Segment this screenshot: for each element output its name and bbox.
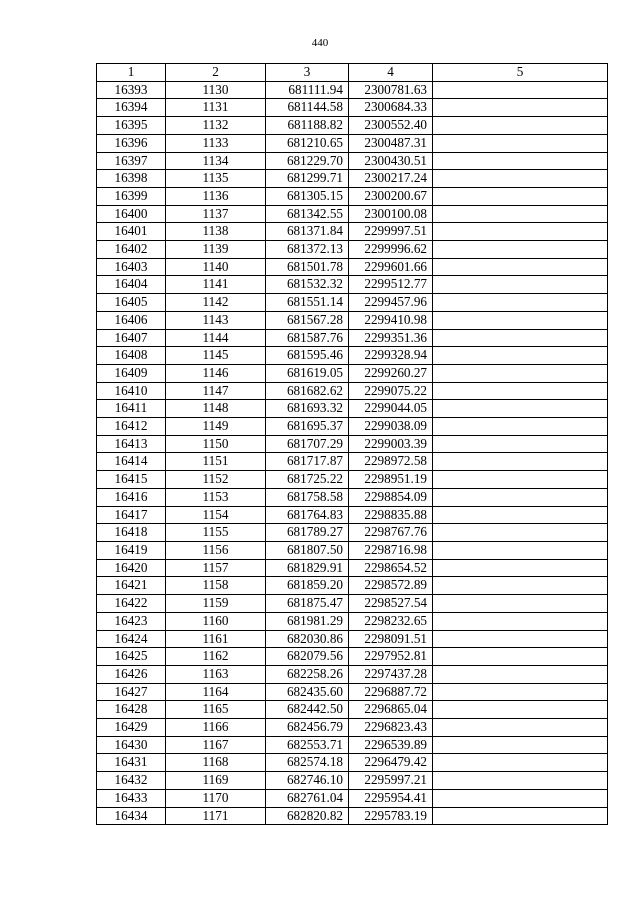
note-cell [433,488,608,506]
x-coordinate-cell: 681372.13 [266,241,349,259]
note-cell [433,170,608,188]
header-cell-1: 1 [97,64,166,82]
note-cell [433,807,608,825]
x-coordinate-cell: 682820.82 [266,807,349,825]
y-coordinate-cell: 2300100.08 [349,205,433,223]
table-row [97,524,608,542]
y-coordinate-cell: 2299328.94 [349,347,433,365]
point-number-cell: 1148 [166,400,266,418]
point-id-cell: 16421 [97,577,166,595]
note-cell [433,471,608,489]
x-coordinate-cell: 682030.86 [266,630,349,648]
x-coordinate-cell: 681111.94 [266,81,349,99]
x-coordinate-cell: 681695.37 [266,418,349,436]
y-coordinate-cell: 2299260.27 [349,364,433,382]
point-number-cell: 1140 [166,258,266,276]
point-number-cell: 1134 [166,152,266,170]
table-row [97,418,608,436]
note-cell [433,630,608,648]
point-id-cell: 16433 [97,789,166,807]
point-id-cell: 16429 [97,719,166,737]
note-cell [433,223,608,241]
point-number-cell: 1133 [166,134,266,152]
table-row [97,382,608,400]
point-id-cell: 16394 [97,99,166,117]
point-id-cell: 16396 [97,134,166,152]
point-id-cell: 16411 [97,400,166,418]
point-id-cell: 16432 [97,772,166,790]
y-coordinate-cell: 2300217.24 [349,170,433,188]
y-coordinate-cell: 2298972.58 [349,453,433,471]
note-cell [433,754,608,772]
note-cell [433,559,608,577]
table-row [97,789,608,807]
note-cell [433,524,608,542]
point-id-cell: 16426 [97,665,166,683]
point-id-cell: 16393 [97,81,166,99]
y-coordinate-cell: 2299410.98 [349,311,433,329]
point-number-cell: 1161 [166,630,266,648]
x-coordinate-cell: 681305.15 [266,187,349,205]
point-id-cell: 16397 [97,152,166,170]
y-coordinate-cell: 2299044.05 [349,400,433,418]
y-coordinate-cell: 2298835.88 [349,506,433,524]
point-number-cell: 1166 [166,719,266,737]
x-coordinate-cell: 682079.56 [266,648,349,666]
point-number-cell: 1162 [166,648,266,666]
point-number-cell: 1145 [166,347,266,365]
point-number-cell: 1163 [166,665,266,683]
x-coordinate-cell: 681717.87 [266,453,349,471]
y-coordinate-cell: 2298232.65 [349,612,433,630]
table-row [97,630,608,648]
x-coordinate-cell: 681682.62 [266,382,349,400]
header-cell-2: 2 [166,64,266,82]
table-row [97,506,608,524]
point-number-cell: 1137 [166,205,266,223]
y-coordinate-cell: 2298767.76 [349,524,433,542]
y-coordinate-cell: 2299038.09 [349,418,433,436]
table-row [97,683,608,701]
x-coordinate-cell: 682553.71 [266,736,349,754]
x-coordinate-cell: 681829.91 [266,559,349,577]
y-coordinate-cell: 2295783.19 [349,807,433,825]
x-coordinate-cell: 682442.50 [266,701,349,719]
table-row [97,807,608,825]
x-coordinate-cell: 681859.20 [266,577,349,595]
table-row [97,99,608,117]
note-cell [433,736,608,754]
table-row [97,665,608,683]
note-cell [433,81,608,99]
point-number-cell: 1143 [166,311,266,329]
note-cell [433,435,608,453]
page-number: 440 [311,37,329,49]
x-coordinate-cell: 681299.71 [266,170,349,188]
note-cell [433,541,608,559]
x-coordinate-cell: 681693.32 [266,400,349,418]
note-cell [433,382,608,400]
point-id-cell: 16409 [97,364,166,382]
point-number-cell: 1155 [166,524,266,542]
header-row [97,64,608,82]
table-row [97,736,608,754]
table-row [97,187,608,205]
table-row [97,471,608,489]
point-number-cell: 1156 [166,541,266,559]
point-id-cell: 16434 [97,807,166,825]
point-number-cell: 1139 [166,241,266,259]
table-row [97,329,608,347]
table-row [97,488,608,506]
point-id-cell: 16414 [97,453,166,471]
x-coordinate-cell: 681371.84 [266,223,349,241]
table-row [97,276,608,294]
note-cell [433,772,608,790]
point-id-cell: 16427 [97,683,166,701]
note-cell [433,577,608,595]
point-id-cell: 16403 [97,258,166,276]
y-coordinate-cell: 2299512.77 [349,276,433,294]
point-id-cell: 16401 [97,223,166,241]
point-number-cell: 1135 [166,170,266,188]
table-row [97,754,608,772]
note-cell [433,506,608,524]
point-id-cell: 16399 [97,187,166,205]
point-number-cell: 1157 [166,559,266,577]
table-row [97,134,608,152]
x-coordinate-cell: 681342.55 [266,205,349,223]
point-id-cell: 16420 [97,559,166,577]
note-cell [433,241,608,259]
x-coordinate-cell: 681567.28 [266,311,349,329]
table-row [97,595,608,613]
table-row [97,435,608,453]
table-body [97,81,608,825]
y-coordinate-cell: 2300487.31 [349,134,433,152]
y-coordinate-cell: 2298854.09 [349,488,433,506]
x-coordinate-cell: 682761.04 [266,789,349,807]
y-coordinate-cell: 2299075.22 [349,382,433,400]
x-coordinate-cell: 681981.29 [266,612,349,630]
x-coordinate-cell: 681764.83 [266,506,349,524]
point-number-cell: 1141 [166,276,266,294]
note-cell [433,117,608,135]
x-coordinate-cell: 681807.50 [266,541,349,559]
table-row [97,294,608,312]
point-id-cell: 16398 [97,170,166,188]
x-coordinate-cell: 681725.22 [266,471,349,489]
coordinates-table [96,63,608,825]
point-number-cell: 1169 [166,772,266,790]
x-coordinate-cell: 682746.10 [266,772,349,790]
note-cell [433,400,608,418]
note-cell [433,329,608,347]
point-number-cell: 1131 [166,99,266,117]
table-row [97,364,608,382]
point-id-cell: 16422 [97,595,166,613]
note-cell [433,294,608,312]
x-coordinate-cell: 682574.18 [266,754,349,772]
point-number-cell: 1154 [166,506,266,524]
x-coordinate-cell: 681229.70 [266,152,349,170]
point-id-cell: 16428 [97,701,166,719]
point-id-cell: 16395 [97,117,166,135]
point-id-cell: 16413 [97,435,166,453]
x-coordinate-cell: 681188.82 [266,117,349,135]
y-coordinate-cell: 2296539.89 [349,736,433,754]
point-number-cell: 1144 [166,329,266,347]
note-cell [433,701,608,719]
y-coordinate-cell: 2296865.04 [349,701,433,719]
table-header [97,64,608,82]
y-coordinate-cell: 2298572.89 [349,577,433,595]
y-coordinate-cell: 2298654.52 [349,559,433,577]
note-cell [433,205,608,223]
y-coordinate-cell: 2300552.40 [349,117,433,135]
table-row [97,719,608,737]
y-coordinate-cell: 2296479.42 [349,754,433,772]
table-row [97,258,608,276]
note-cell [433,683,608,701]
point-id-cell: 16431 [97,754,166,772]
x-coordinate-cell: 681551.14 [266,294,349,312]
y-coordinate-cell: 2299003.39 [349,435,433,453]
point-number-cell: 1153 [166,488,266,506]
note-cell [433,648,608,666]
y-coordinate-cell: 2299997.51 [349,223,433,241]
point-id-cell: 16402 [97,241,166,259]
x-coordinate-cell: 682456.79 [266,719,349,737]
point-id-cell: 16417 [97,506,166,524]
y-coordinate-cell: 2300684.33 [349,99,433,117]
point-id-cell: 16410 [97,382,166,400]
note-cell [433,276,608,294]
table-row [97,205,608,223]
point-id-cell: 16415 [97,471,166,489]
y-coordinate-cell: 2300430.51 [349,152,433,170]
x-coordinate-cell: 681875.47 [266,595,349,613]
y-coordinate-cell: 2297952.81 [349,648,433,666]
note-cell [433,789,608,807]
x-coordinate-cell: 681789.27 [266,524,349,542]
x-coordinate-cell: 681619.05 [266,364,349,382]
point-number-cell: 1152 [166,471,266,489]
y-coordinate-cell: 2299601.66 [349,258,433,276]
point-id-cell: 16425 [97,648,166,666]
x-coordinate-cell: 682435.60 [266,683,349,701]
y-coordinate-cell: 2296823.43 [349,719,433,737]
point-number-cell: 1138 [166,223,266,241]
y-coordinate-cell: 2298091.51 [349,630,433,648]
table-row [97,577,608,595]
point-id-cell: 16418 [97,524,166,542]
y-coordinate-cell: 2299457.96 [349,294,433,312]
table-row [97,772,608,790]
point-number-cell: 1151 [166,453,266,471]
x-coordinate-cell: 681144.58 [266,99,349,117]
y-coordinate-cell: 2300781.63 [349,81,433,99]
point-id-cell: 16416 [97,488,166,506]
point-number-cell: 1160 [166,612,266,630]
header-cell-5: 5 [433,64,608,82]
point-number-cell: 1147 [166,382,266,400]
table-row [97,170,608,188]
point-number-cell: 1170 [166,789,266,807]
note-cell [433,258,608,276]
note-cell [433,134,608,152]
x-coordinate-cell: 681758.58 [266,488,349,506]
point-id-cell: 16419 [97,541,166,559]
point-number-cell: 1171 [166,807,266,825]
table-row [97,701,608,719]
point-number-cell: 1132 [166,117,266,135]
point-number-cell: 1136 [166,187,266,205]
point-number-cell: 1150 [166,435,266,453]
table-row [97,347,608,365]
x-coordinate-cell: 681532.32 [266,276,349,294]
table-row [97,541,608,559]
point-number-cell: 1159 [166,595,266,613]
point-id-cell: 16424 [97,630,166,648]
point-number-cell: 1158 [166,577,266,595]
point-id-cell: 16406 [97,311,166,329]
y-coordinate-cell: 2295997.21 [349,772,433,790]
y-coordinate-cell: 2298951.19 [349,471,433,489]
table-row [97,152,608,170]
note-cell [433,595,608,613]
point-number-cell: 1167 [166,736,266,754]
y-coordinate-cell: 2300200.67 [349,187,433,205]
y-coordinate-cell: 2299996.62 [349,241,433,259]
note-cell [433,719,608,737]
x-coordinate-cell: 681595.46 [266,347,349,365]
table-row [97,648,608,666]
table-row [97,311,608,329]
y-coordinate-cell: 2299351.36 [349,329,433,347]
table-row [97,117,608,135]
y-coordinate-cell: 2298716.98 [349,541,433,559]
point-number-cell: 1146 [166,364,266,382]
table-row [97,400,608,418]
x-coordinate-cell: 682258.26 [266,665,349,683]
x-coordinate-cell: 681707.29 [266,435,349,453]
point-number-cell: 1164 [166,683,266,701]
header-cell-3: 3 [266,64,349,82]
point-number-cell: 1165 [166,701,266,719]
table-row [97,223,608,241]
note-cell [433,364,608,382]
point-number-cell: 1130 [166,81,266,99]
point-id-cell: 16405 [97,294,166,312]
point-id-cell: 16400 [97,205,166,223]
table-row [97,559,608,577]
note-cell [433,187,608,205]
point-id-cell: 16412 [97,418,166,436]
header-cell-4: 4 [349,64,433,82]
note-cell [433,612,608,630]
note-cell [433,418,608,436]
table-row [97,241,608,259]
note-cell [433,347,608,365]
point-id-cell: 16407 [97,329,166,347]
table-row [97,81,608,99]
point-number-cell: 1149 [166,418,266,436]
note-cell [433,152,608,170]
note-cell [433,453,608,471]
note-cell [433,311,608,329]
point-id-cell: 16408 [97,347,166,365]
table-row [97,453,608,471]
y-coordinate-cell: 2296887.72 [349,683,433,701]
table-row [97,612,608,630]
x-coordinate-cell: 681501.78 [266,258,349,276]
note-cell [433,665,608,683]
point-number-cell: 1142 [166,294,266,312]
x-coordinate-cell: 681587.76 [266,329,349,347]
y-coordinate-cell: 2298527.54 [349,595,433,613]
point-id-cell: 16430 [97,736,166,754]
x-coordinate-cell: 681210.65 [266,134,349,152]
y-coordinate-cell: 2295954.41 [349,789,433,807]
point-number-cell: 1168 [166,754,266,772]
y-coordinate-cell: 2297437.28 [349,665,433,683]
point-id-cell: 16423 [97,612,166,630]
point-id-cell: 16404 [97,276,166,294]
note-cell [433,99,608,117]
